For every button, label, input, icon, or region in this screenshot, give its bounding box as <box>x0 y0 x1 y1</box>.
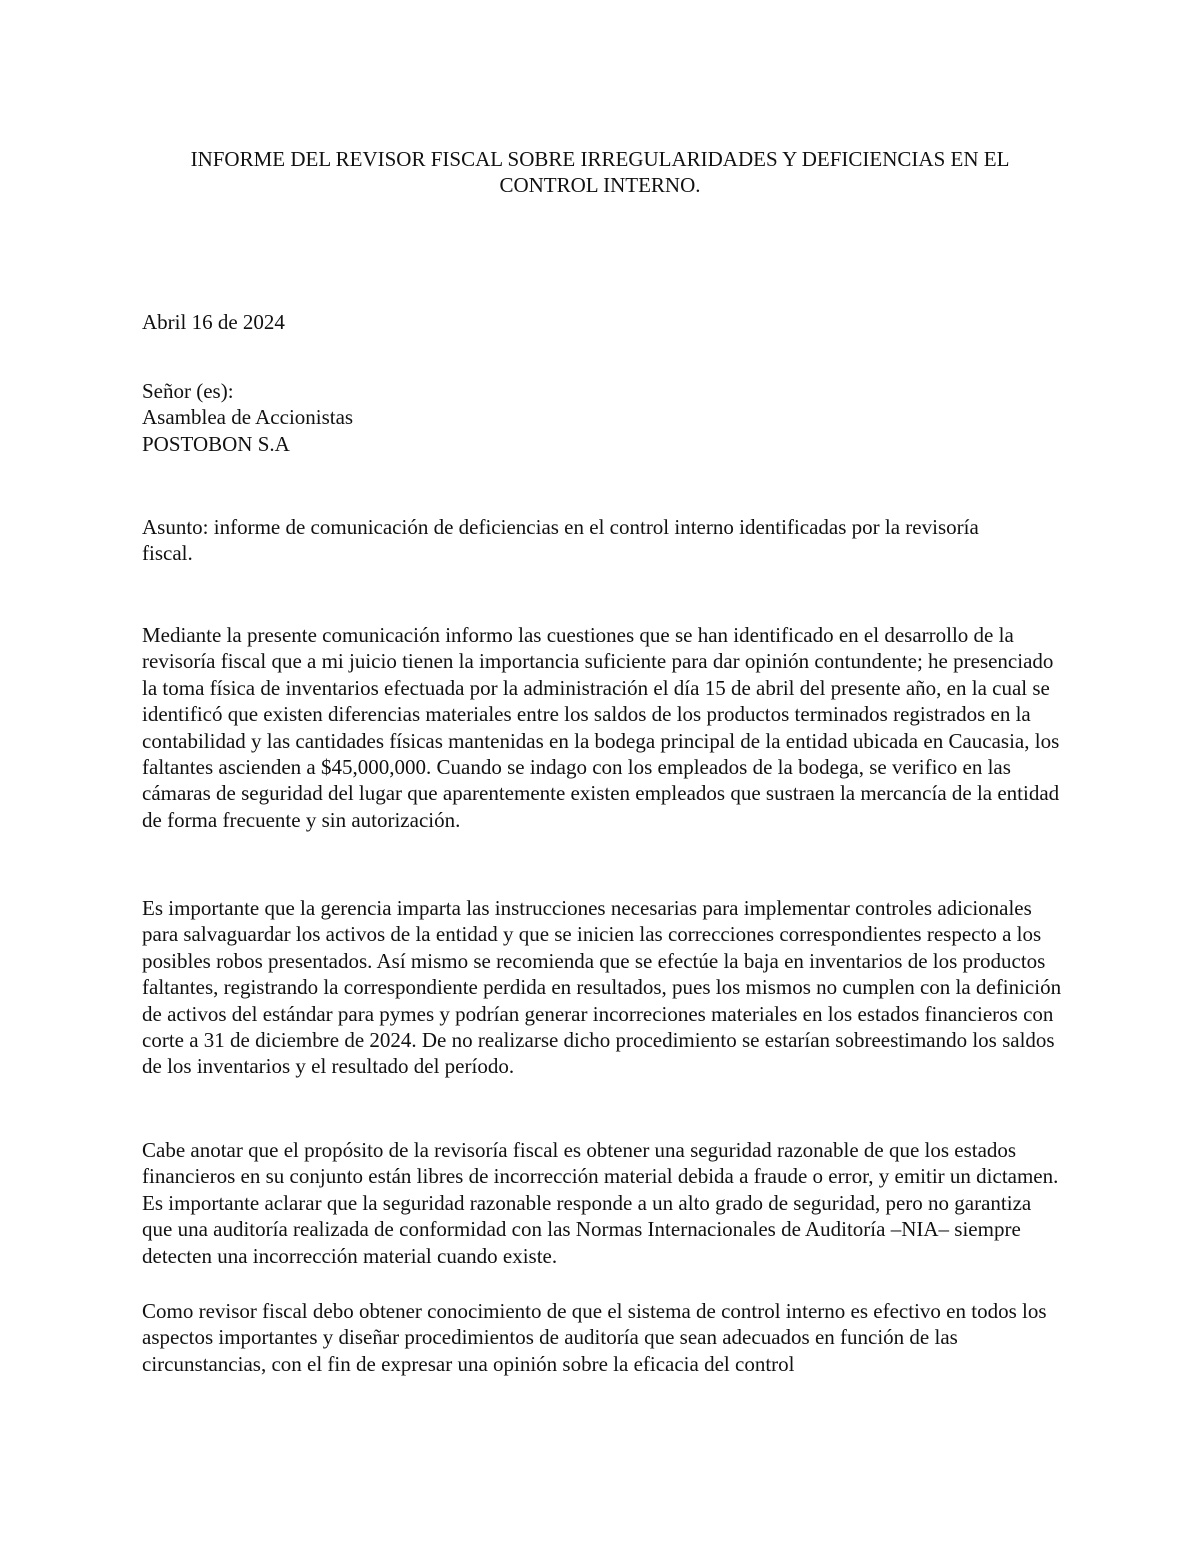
body-paragraph: Como revisor fiscal debo obtener conocimiento de que el sistema de control interno es efectivo en todos los aspectos importantes y diseñar procedimientos de auditoría que sean adecuados en función de las circunstancias, con el fin de expresar una opinión sobre la eficacia del control <box>142 1299 1047 1376</box>
letter-date: Abril 16 de 2024 <box>142 310 285 334</box>
body-paragraph: Mediante la presente comunicación informo las cuestiones que se han identificado en el desarrollo de la revisoría fiscal que a mi juicio tienen la importancia suficiente para dar opinión contundente; he presenciado la toma física de inventarios efectuada por la administración el día 15 de abril del presente año, en la cual se identificó que existen diferencias materiales entre los saldos de los productos terminados registrados en la contabilidad y las cantidades físicas mantenidas en la bodega principal de la entidad ubicada en Caucasia, los faltantes ascienden a $45,000,000. Cuando se indago con los empleados de la bodega, se verifico en las cámaras de seguridad del lugar que aparentemente existen empleados que sustraen la mercancía de la entidad de forma frecuente y sin autorización. <box>142 623 1060 832</box>
body-paragraph: Cabe anotar que el propósito de la revisoría fiscal es obtener una seguridad razonable de que los estados financieros en su conjunto están libres de incorrección material debida a fraude o error, y emitir un dictamen. Es importante aclarar que la seguridad razonable responde a un alto grado de seguridad, pero no garantiza que una auditoría realizada de conformidad con las Normas Internacionales de Auditoría –NIA– siempre detecten una incorrección material cuando existe. <box>142 1138 1059 1268</box>
letter-subject: Asunto: informe de comunicación de deficiencias en el control interno identificadas por la revisoría fiscal. <box>142 515 979 566</box>
recipient-company: POSTOBON S.A <box>142 431 290 456</box>
recipient-name: Asamblea de Accionistas <box>142 405 354 430</box>
recipient-block <box>142 378 1062 457</box>
recipient-salutation: Señor (es): <box>142 379 234 403</box>
body-paragraph: Es importante que la gerencia imparta las instrucciones necesarias para implementar controles adicionales para salvaguardar los activos de la entidad y que se inicien las correcciones correspondientes respecto a los posibles robos presentados. Así mismo se recomienda que se efectúe la baja en inventarios de los productos faltantes, registrando la correspondiente perdida en resultados, pues los mismos no cumplen con la definición de activos del estándar para pymes y podrían generar incorreciones materiales en los estados financieros con corte a 31 de diciembre de 2024. De no realizarse dicho procedimiento se estarían sobreestimando los saldos de los inventarios y el resultado del período. <box>142 896 1062 1079</box>
document-title: INFORME DEL REVISOR FISCAL SOBRE IRREGULARIDADES Y DEFICIENCIAS EN EL CONTROL INTERNO. <box>190 147 1010 197</box>
